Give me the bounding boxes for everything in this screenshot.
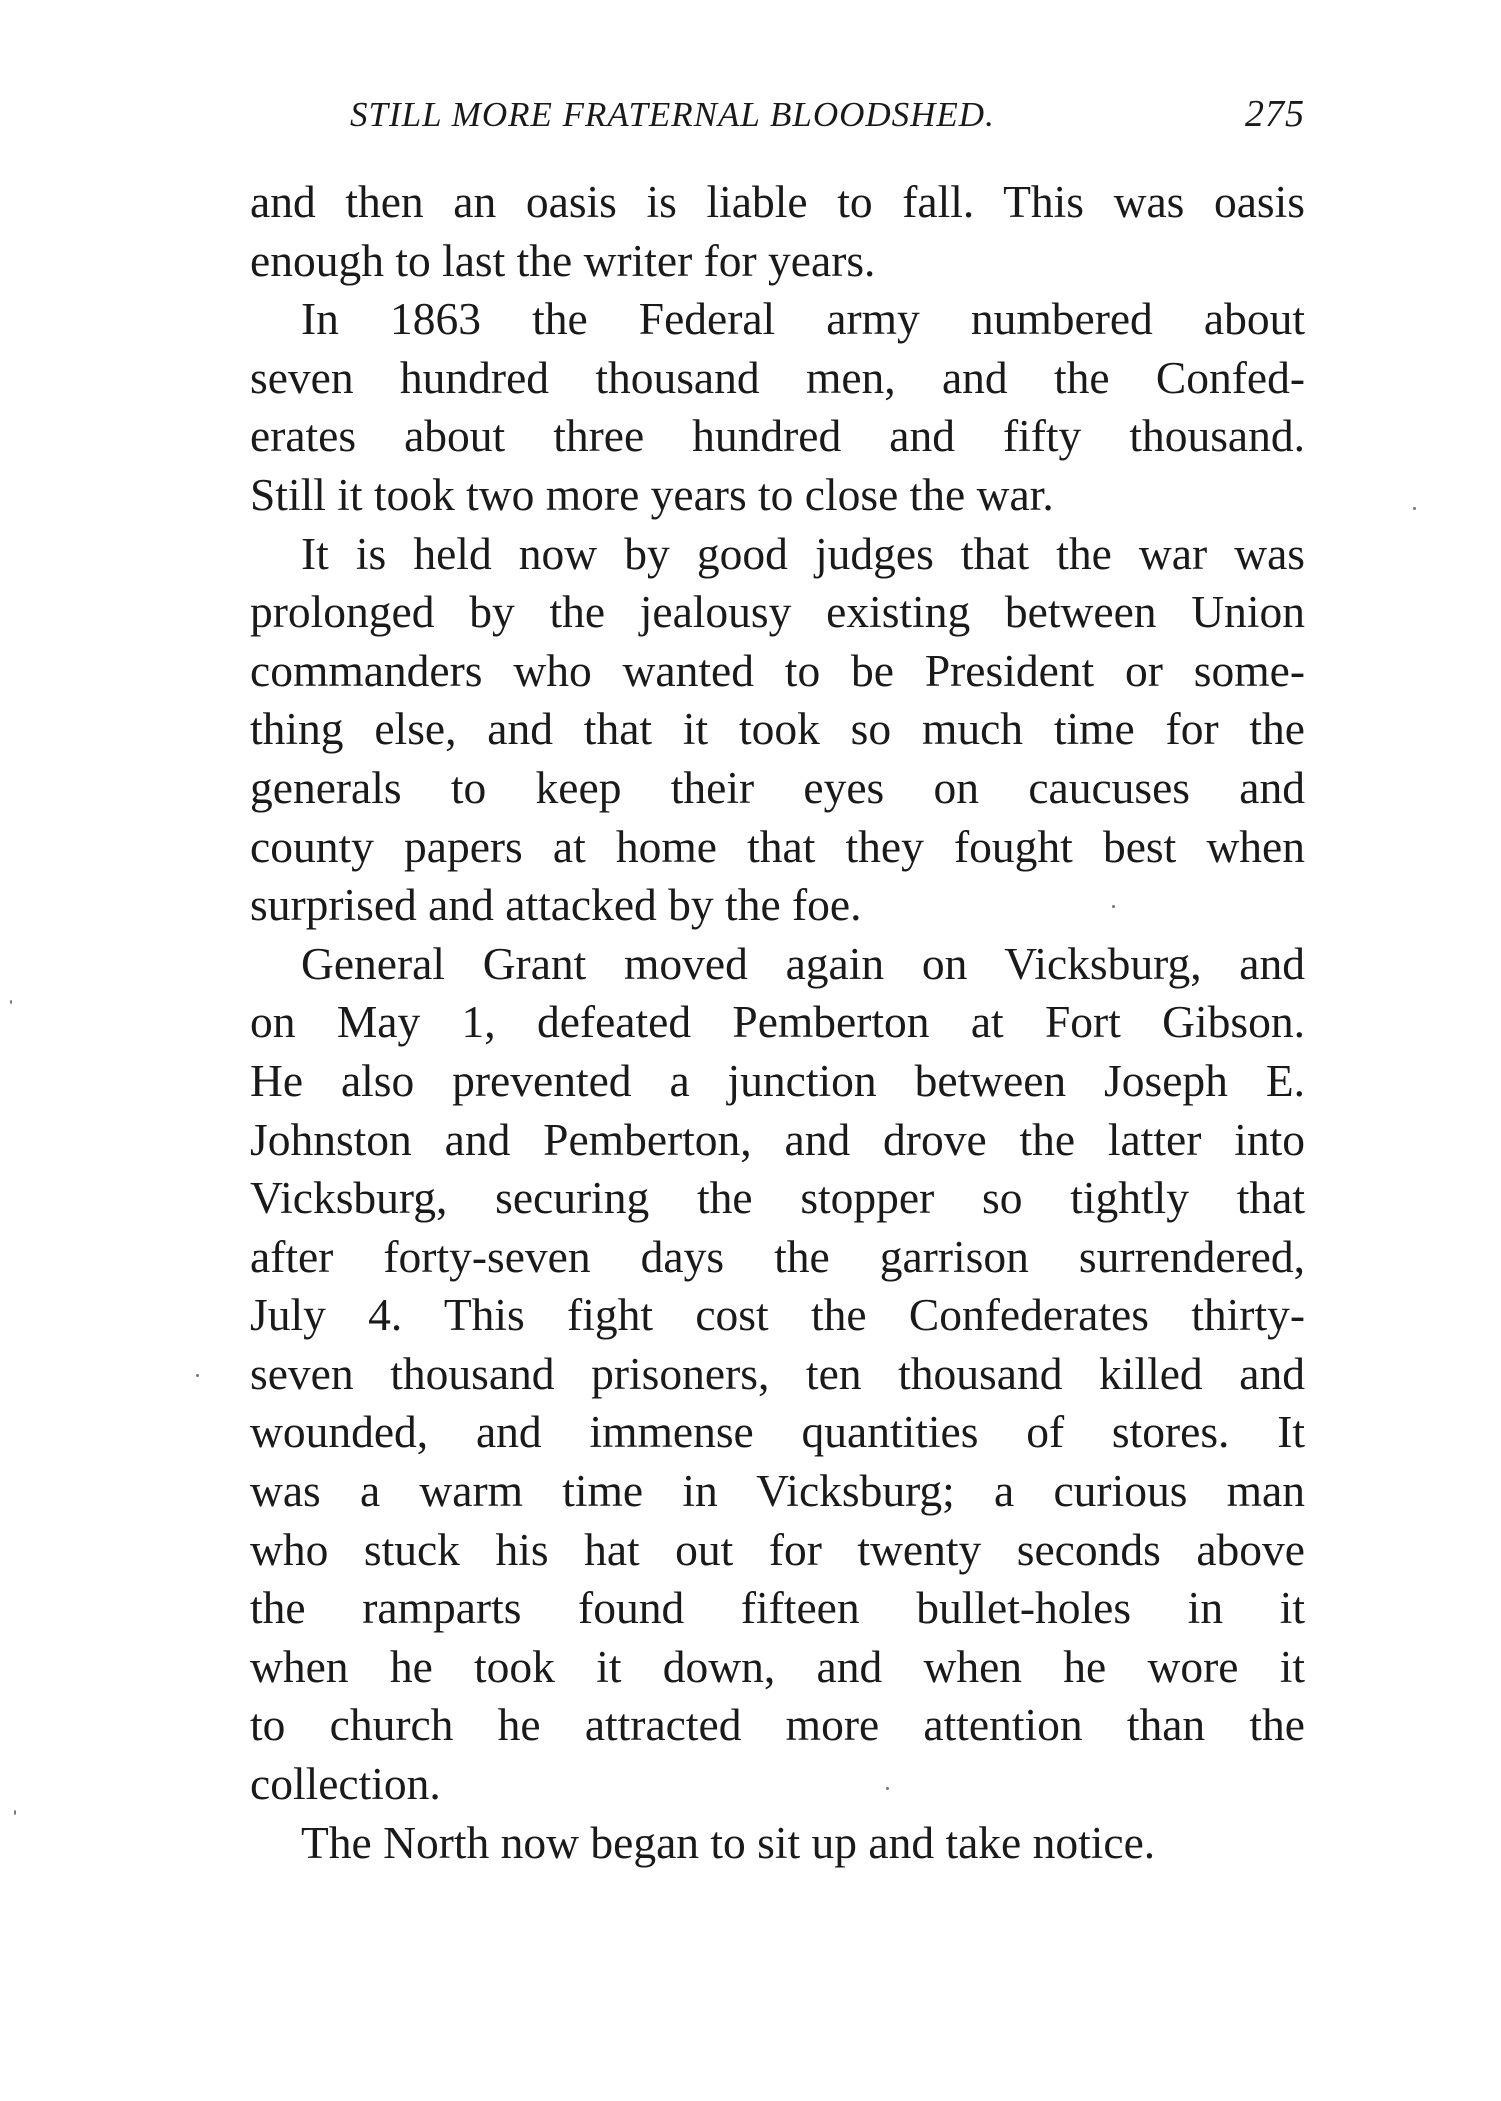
text-line: commanders who wanted to be President or some- xyxy=(250,644,1305,696)
text-line: county papers at home that they fought best when xyxy=(250,820,1305,872)
paragraph-first-line: It is held now by good judges that the war was xyxy=(301,527,1305,579)
text-line: He also prevented a junction between Joseph E. xyxy=(250,1054,1305,1106)
text-line: seven hundred thousand men, and the Confed- xyxy=(250,351,1305,403)
text-line: July 4. This fight cost the Confederates thirty- xyxy=(250,1289,1305,1341)
scan-speck xyxy=(14,1810,16,1815)
text-line: collection. xyxy=(250,1758,441,1810)
body-text xyxy=(250,173,1305,1872)
scan-speck xyxy=(10,1000,12,1004)
text-line: Johnston and Pemberton, and drove the latter into xyxy=(250,1113,1305,1165)
page-number: 275 xyxy=(1245,93,1305,135)
scan-speck xyxy=(1413,507,1416,510)
paragraph-first-line: General Grant moved again on Vicksburg, and xyxy=(301,937,1305,989)
text-line: who stuck his hat out for twenty seconds above xyxy=(250,1523,1305,1575)
text-line: after forty-seven days the garrison surrendered, xyxy=(250,1230,1305,1282)
text-line: the ramparts found fifteen bullet-holes in it xyxy=(250,1582,1305,1634)
text-line: prolonged by the jealousy existing between Union xyxy=(250,586,1305,638)
text-line: Still it took two more years to close the war. xyxy=(250,468,1054,520)
text-line: wounded, and immense quantities of stores. It xyxy=(250,1406,1305,1458)
text-line: Vicksburg, securing the stopper so tightly that xyxy=(250,1172,1305,1224)
text-line: enough to last the writer for years. xyxy=(250,234,876,286)
text-line: was a warm time in Vicksburg; a curious man xyxy=(250,1465,1305,1517)
text-line: on May 1, defeated Pemberton at Fort Gibson. xyxy=(250,996,1305,1048)
running-head-title: STILL MORE FRATERNAL BLOODSHED. xyxy=(350,95,995,134)
running-head xyxy=(250,92,1305,136)
paragraph-first-line: The North now began to sit up and take notice. xyxy=(301,1816,1156,1868)
scan-speck xyxy=(886,1787,889,1790)
text-line: erates about three hundred and fifty thousand. xyxy=(250,410,1305,462)
text-line: and then an oasis is liable to fall. This was oasis xyxy=(250,176,1305,227)
text-line: generals to keep their eyes on caucuses and xyxy=(250,761,1305,813)
paragraph-first-line: In 1863 the Federal army numbered about xyxy=(301,293,1305,345)
text-line: when he took it down, and when he wore it xyxy=(250,1640,1305,1692)
text-line: seven thousand prisoners, ten thousand killed and xyxy=(250,1347,1305,1399)
text-line: thing else, and that it took so much time for the xyxy=(250,703,1305,755)
text-line: to church he attracted more attention than the xyxy=(250,1699,1305,1751)
scan-speck xyxy=(1112,905,1115,908)
text-line: surprised and attacked by the foe. xyxy=(250,879,862,931)
scan-speck xyxy=(196,1374,199,1377)
